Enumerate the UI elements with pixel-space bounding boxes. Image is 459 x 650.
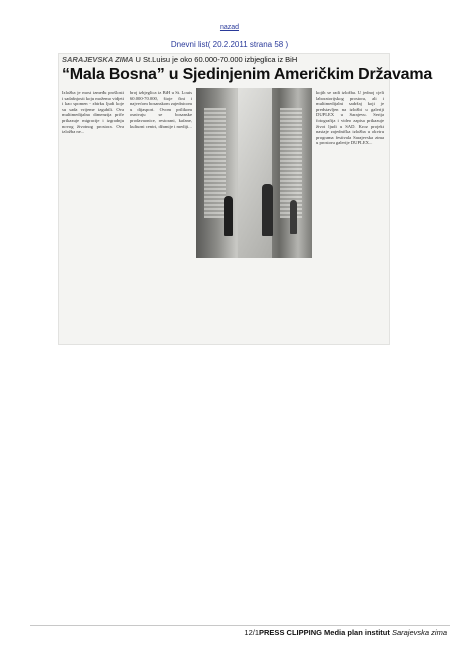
article-column-2: broj izbjeglica iz BiH u St. Louis 60.000-70.000, štoje čini i najvećom bosanskom zajednicom u dijaspori. Ovom prilikom osnivaju se bosanske prodavaonice, restorani, kafane, kulturni centri, džamije i mediji...	[130, 90, 192, 129]
page-id: 12/1	[244, 628, 260, 637]
footer	[244, 628, 447, 637]
back-link[interactable]: nazad	[219, 24, 240, 31]
footer-brand: PRESS CLIPPING Media plan institut	[259, 628, 390, 637]
article-headline: “Mala Bosna” u Sjedinjenim Američkim Državama	[62, 66, 433, 83]
source-line: Dnevni list( 20.2.2011 strana 58 )	[170, 40, 289, 49]
article-column-1: Izložba je most između prošlosti i sadašnjosti koju možemo vidjeti i kao spomen - zbirku ljudi koje su sada vrijeme izgubili. Ova multimedijalna dimenzija priče prikazuje migracije i izgradnju novog životnog prostora. Ova izložba ne...	[62, 90, 124, 135]
footer-divider	[30, 625, 450, 626]
article-kicker	[62, 55, 297, 64]
article-photo	[196, 88, 312, 258]
section-label: SARAJEVSKA ZIMA	[62, 55, 134, 64]
kicker-text: U St.Luisu je oko 60.000-70.000 izbjeglica iz BiH	[135, 55, 298, 64]
footer-section: Sarajevska zima	[391, 628, 447, 637]
article-column-3: kojih se radi izložba. U jednoj cjeli laboratorijskog prostora, ali i multimedijalni sadržaj koji je predstavljen na izložbi u galeriji DUPLEX u Sarajevu. Serija fotografija i video zapisa prikazuje život ljudi u SAD. Kroz projekt nastaje zajednička izložba u okviru programa festivala Sarajevska zima u prostoru galerije DUPLEX...	[316, 90, 384, 146]
